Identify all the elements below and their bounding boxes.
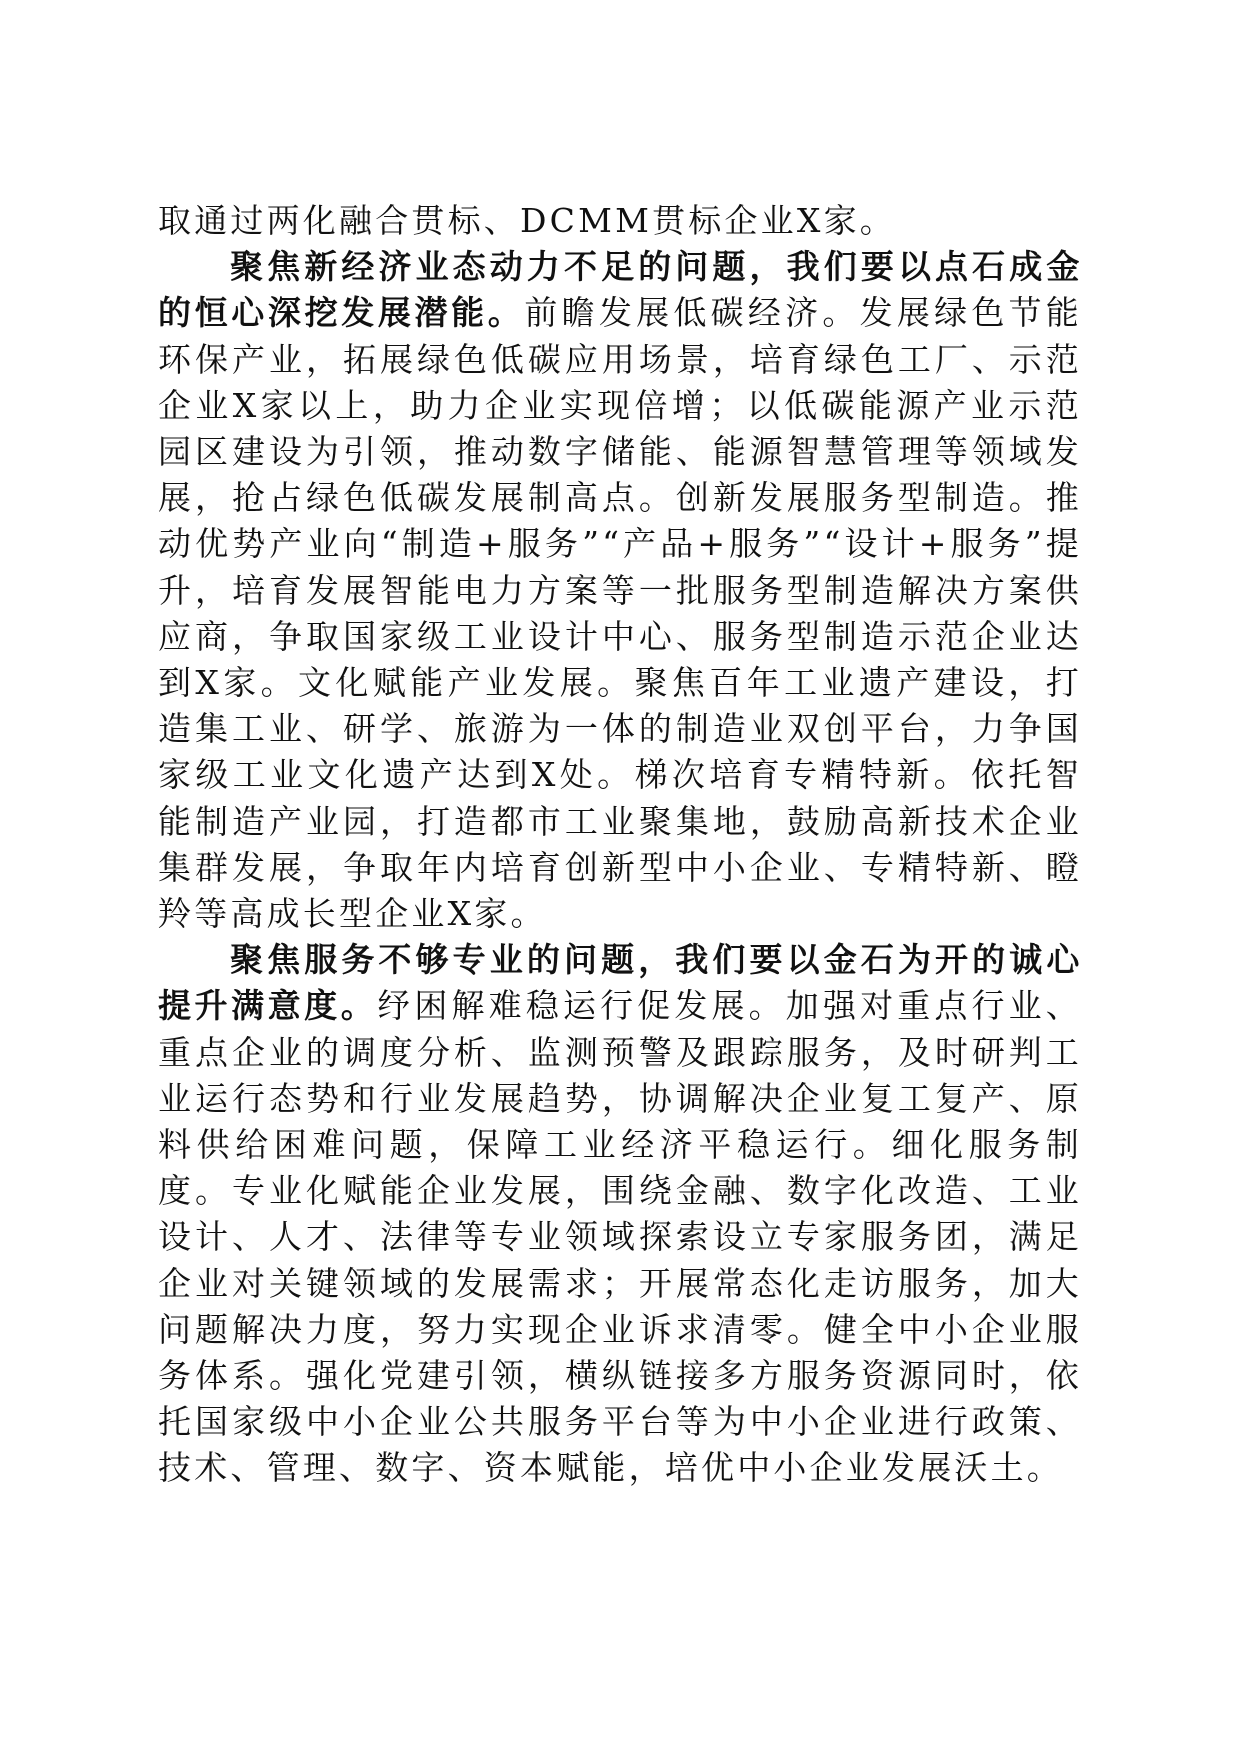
document-body xyxy=(158,198,1082,1492)
paragraph-lead-heading: 聚焦服务不够专业的问题，我们要以金石为开的诚心提升满意度。 xyxy=(158,940,1082,1026)
paragraph-body: 取通过两化融合贯标、DCMM贯标企业X家。 xyxy=(158,201,896,240)
paragraph-lead-heading: 聚焦新经济业态动力不足的问题，我们要以点石成金的恒心深挖发展潜能。 xyxy=(158,247,1082,333)
paragraph-new-economy xyxy=(158,244,1082,937)
paragraph-body: 纾困解难稳运行促发展。加强对重点行业、重点企业的调度分析、监测预警及跟踪服务，及时研判工业运行态势和行业发展趋势，协调解决企业复工复产、原料供给困难问题，保障工业经济平稳运行。细化服务制度。专业化赋能企业发展，围绕金融、数字化改造、工业设计、人才、法律等专业领域探索设立专家服务团，满足企业对关键领域的发展需求；开展常态化走访服务，加大问题解决力度，努力实现企业诉求清零。健全中小企业服务体系。强化党建引领，横纵链接多方服务资源同时，依托国家级中小企业公共服务平台等为中小企业进行政策、技术、管理、数字、资本赋能，培优中小企业发展沃土。 xyxy=(158,986,1082,1488)
paragraph-service xyxy=(158,937,1082,1491)
paragraph-continuation xyxy=(158,198,1082,244)
paragraph-body: 前瞻发展低碳经济。发展绿色节能环保产业，拓展绿色低碳应用场景，培育绿色工厂、示范企业X家以上，助力企业实现倍增；以低碳能源产业示范园区建设为引领，推动数字储能、能源智慧管理等领域发展，抢占绿色低碳发展制高点。创新发展服务型制造。推动优势产业向“制造+服务”“产品+服务”“设计+服务”提升，培育发展智能电力方案等一批服务型制造解决方案供应商，争取国家级工业设计中心、服务型制造示范企业达到X家。文化赋能产业发展。聚焦百年工业遗产建设，打造集工业、研学、旅游为一体的制造业双创平台，力争国家级工业文化遗产达到X处。梯次培育专精特新。依托智能制造产业园，打造都市工业聚集地，鼓励高新技术企业集群发展，争取年内培育创新型中小企业、专精特新、瞪羚等高成长型企业X家。 xyxy=(158,293,1083,934)
